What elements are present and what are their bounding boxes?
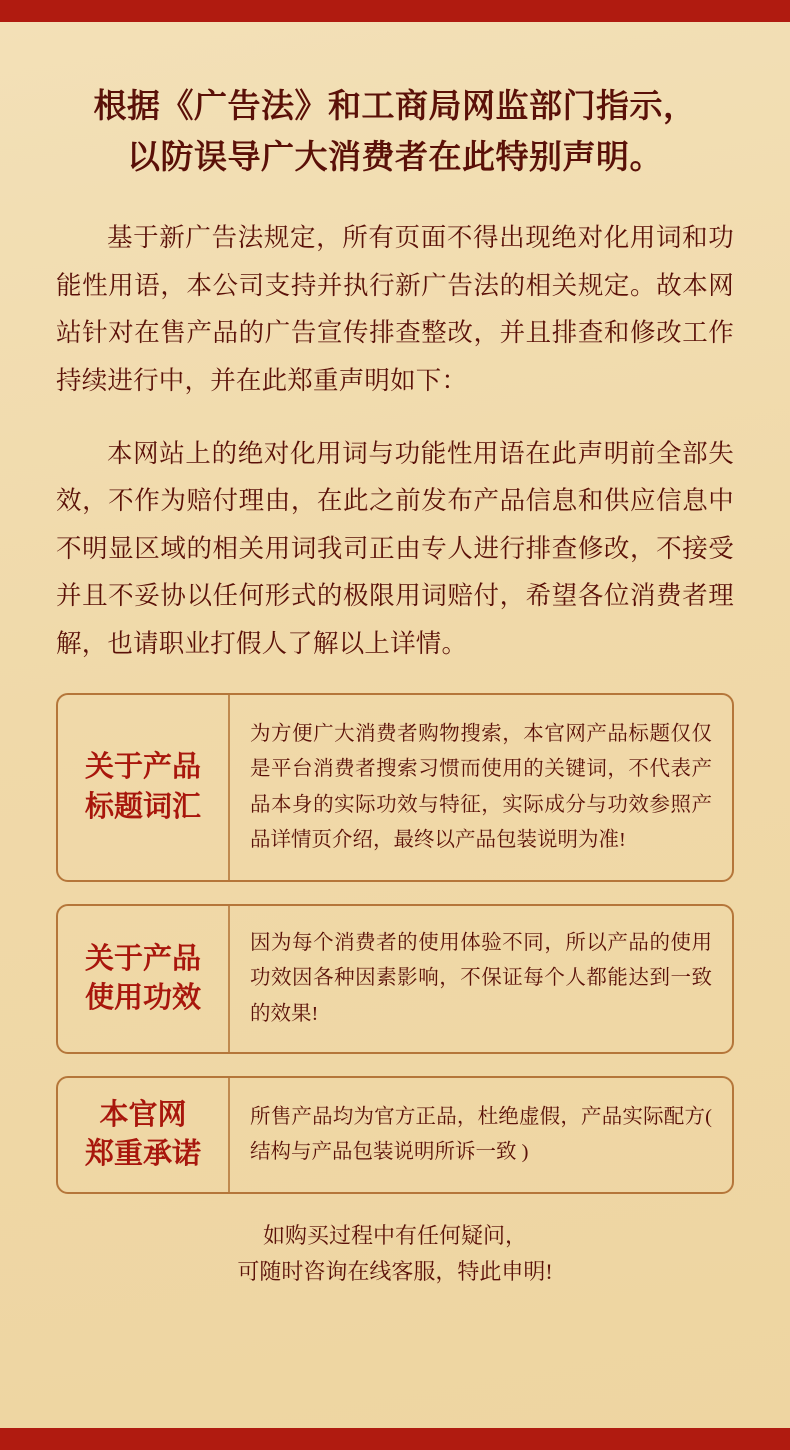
top-red-band [0, 0, 790, 22]
notice-card-body: 所售产品均为官方正品，杜绝虚假，产品实际配方( 结构与产品包装说明所诉一致 ) [250, 1105, 712, 1163]
notice-card-title [58, 906, 230, 1052]
statement-paragraph: 基于新广告法规定，所有页面不得出现绝对化用词和功能性用语，本公司支持并执行新广告法的相关规定。故本网站针对在售产品的广告宣传排查整改，并且排查和修改工作持续进行中，并在此郑重声明如下： [56, 223, 734, 395]
notice-card-title-line-2: 郑重承诺 [84, 1137, 201, 1170]
notice-card-body: 因为每个消费者的使用体验不同，所以产品的使用功效因各种因素影响，不保证每个人都能达到一致的效果! [250, 932, 712, 1025]
announcement-sheet [0, 22, 790, 1428]
notice-card-product-effect [56, 904, 734, 1054]
notice-card-product-title [56, 693, 734, 882]
statement-body [56, 214, 734, 667]
notice-card-title [58, 695, 230, 880]
footer-note-line-2: 可随时咨询在线客服，特此申明! [237, 1258, 553, 1284]
bottom-red-band [0, 1428, 790, 1450]
notice-card-title-line-1: 关于产品 [84, 942, 201, 975]
footer-note-line-1: 如购买过程中有任何疑问， [262, 1223, 527, 1249]
footer-note [56, 1218, 734, 1289]
notice-card-title [58, 1078, 230, 1192]
notice-card-title-line-2: 使用功效 [84, 981, 201, 1014]
notice-card-title-line-1: 本官网 [99, 1098, 187, 1131]
notice-card-list [56, 693, 734, 1194]
notice-card-promise [56, 1076, 734, 1194]
page-title [56, 82, 734, 184]
statement-paragraph: 本网站上的绝对化用词与功能性用语在此声明前全部失效，不作为赔付理由，在此之前发布产品信息和供应信息中不明显区域的相关用词我司正由专人进行排查修改，不接受并且不妥协以任何形式的极限用词赔付，希望各位消费者理解，也请职业打假人了解以上详情。 [56, 438, 734, 658]
notice-card-title-line-1: 关于产品 [84, 751, 201, 784]
page-title-line-2: 以防误导广大消费者在此特别声明。 [127, 140, 663, 177]
notice-card-body: 为方便广大消费者购物搜索，本官网产品标题仅仅是平台消费者搜索习惯而使用的关键词，不代表产品本身的实际功效与特征，实际成分与功效参照产品详情页介绍，最终以产品包装说明为准! [250, 723, 712, 851]
notice-card-title-line-2: 标题词汇 [84, 790, 201, 823]
page-title-line-1: 根据《广告法》和工商局网监部门指示， [93, 89, 697, 125]
